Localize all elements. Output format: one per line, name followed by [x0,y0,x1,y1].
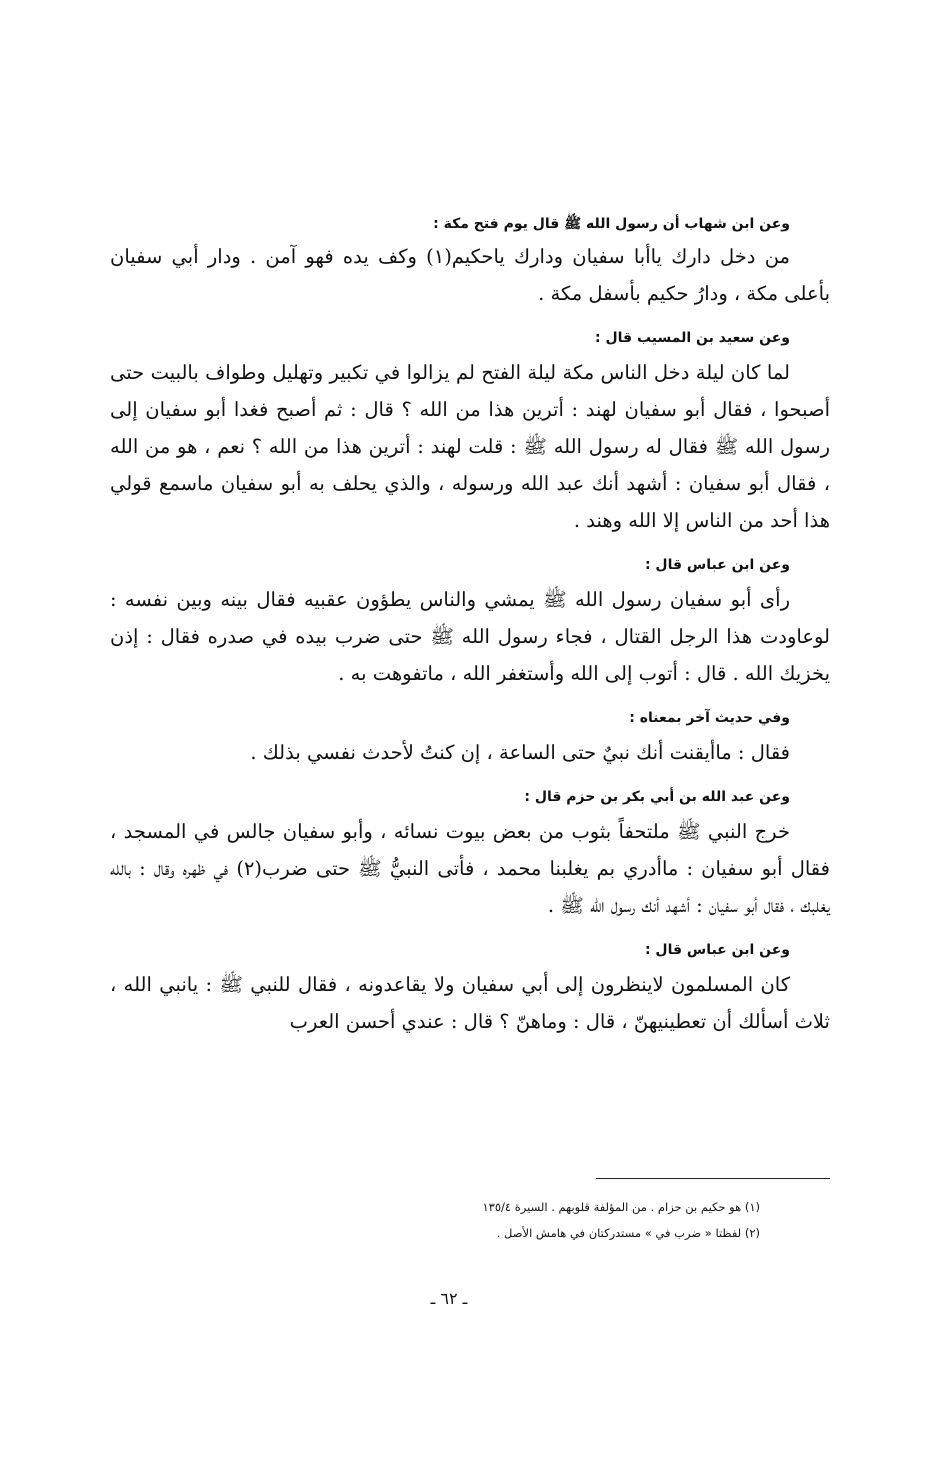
hadith-section-2 [110,326,830,539]
footnote-2: (٢) لفظتا « ضرب في » مستدركتان في هامش الأصل . [496,1226,760,1240]
section-heading: وعن ابن شهاب أن رسول الله ﷺ قال يوم فتح مكة : [433,216,790,232]
section-text: خرج النبي ﷺ ملتحفاً بثوب من بعض بيوت نسائه ، وأبو سفيان جالس في المسجد ، فقال أبو سفيان : ماأدري بم يغلبنا محمد ، فأتى النبيُّ ﷺ حتى ضرب(٢) في ظهره وقال : بالله يغلبك ، فقال أبو سفيان : أشهد أنك رسول الله ﷺ . [110,820,830,917]
footnote-1: (١) هو حكيم بن حزام . من المؤلفة قلوبهم . السيرة ١٣٥/٤ [482,1200,760,1214]
page-body [110,212,830,1054]
section-text: من دخل دارك ياأبا سفيان ودارك ياحكيم(١) وكف يده فهو آمن . ودار أبي سفيان بأعلى مكة ، ودارُ حكيم بأسفل مكة . [110,245,830,305]
section-heading: وعن سعيد بن المسيب قال : [595,330,790,346]
hadith-section-1 [110,212,830,312]
section-text: كان المسلمون لاينظرون إلى أبي سفيان ولا يقاعدونه ، فقال للنبي ﷺ : يانبي الله ، ثلاث أسألك أن تعطينيهنّ ، قال : وماهنّ ؟ قال : عندي أحسن العرب [110,973,830,1033]
section-text: رأى أبو سفيان رسول الله ﷺ يمشي والناس يطؤون عقبيه فقال بينه وبين نفسه : لوعاودت هذا الرجل القتال ، فجاء رسول الله ﷺ حتى ضرب بيده في صدره فقال : إذن يخزيك الله . قال : أتوب إلى الله وأستغفر الله ، ماتفوهت به . [110,588,830,685]
section-heading: وعن عبد الله بن أبي بكر بن حزم قال : [524,789,790,805]
section-heading: وعن ابن عباس قال : [644,557,790,573]
hadith-section-6 [110,938,830,1040]
section-text: فقال : ماأيقنت أنك نبيٌ حتى الساعة ، إن كنتُ لأحدث نفسي بذلك . [250,741,790,764]
section-text: لما كان ليلة دخل الناس مكة ليلة الفتح لم يزالوا في تكبير وتهليل وطواف بالبيت حتى أصبحوا ، فقال أبو سفيان لهند : أترين هذا من الله ؟ قال : ثم أصبح فغدا أبو سفيان إلى رسول الله ﷺ فقال له رسول الله ﷺ : قلت لهند : أترين هذا من الله ؟ نعم ، هو من الله ، فقال أبو سفيان : أشهد أنك عبد الله ورسوله ، والذي يحلف به أبو سفيان ماسمع قولي هذا أحد من الناس إلا الله وهند . [110,361,830,532]
hadith-section-4 [110,706,830,771]
hadith-section-5 [110,785,830,924]
hadith-section-3 [110,553,830,692]
footnotes [330,1194,830,1246]
section-heading: وفي حديث آخر بمعناه : [629,710,790,726]
page-number: ـ ٦٢ ـ [430,1289,468,1308]
footnote-divider [596,1178,830,1179]
section-heading: وعن ابن عباس قال : [644,942,790,958]
